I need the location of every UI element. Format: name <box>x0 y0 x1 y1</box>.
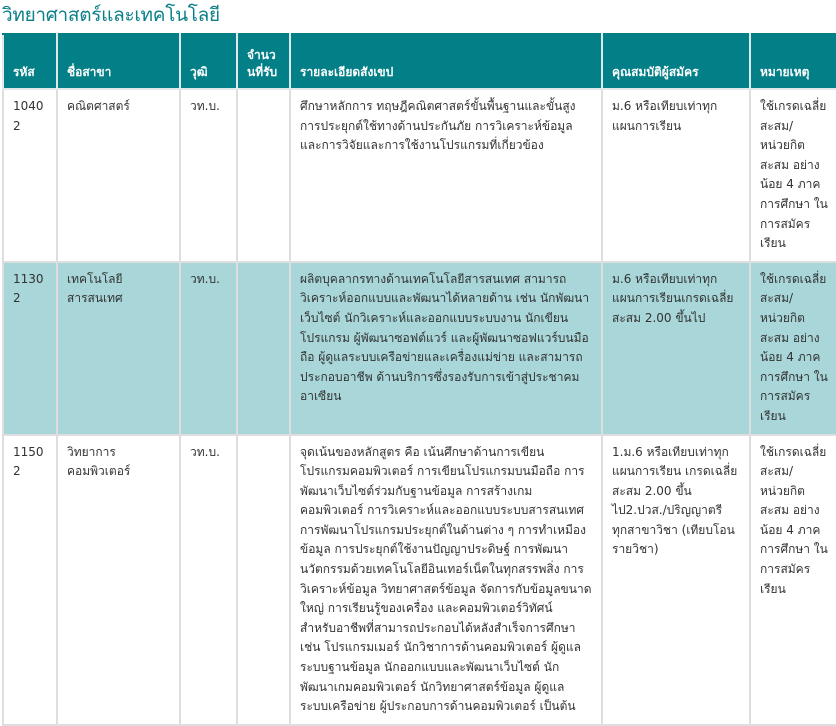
cell-qualification: ม.6 หรือเทียบเท่าทุกแผนการเรียนเกรดเฉลี่ยสะสม 2.00 ขึ้นไป <box>602 262 750 435</box>
cell-name: คณิตศาสตร์ <box>57 89 180 262</box>
table-header-row <box>3 34 836 89</box>
header-note: หมายเหตุ <box>750 34 836 89</box>
table-row <box>3 435 836 725</box>
cell-description: จุดเน้นของหลักสูตร คือ เน้นศึกษาด้านการเขียนโปรแกรมคอมพิวเตอร์ การเขียนโปรแกรมบนมือถือ การพัฒนาเว็บไซต์ร่วมกับฐานข้อมูล การสร้างเกมคอมพิวเตอร์ การวิเคราะห์และออกแบบระบบสารสนเทศ การพัฒนาโปรแกรมประยุกต์ในด้านต่าง ๆ การทำเหมืองข้อมูล การประยุกต์ใช้งานปัญญาประดิษฐ์ การพัฒนานวัตกรรมด้วยเทคโนโลยีอินเทอร์เน็ตในทุกสรรพสิ่ง การวิเคราะห์ข้อมูล วิทยาศาสตร์ข้อมูล จัดการกับข้อมูลขนาดใหญ่ การเรียนรู้ของเครื่อง และคอมพิวเตอร์วิทัศน์ สำหรับอาชีพที่สามารถประกอบได้หลังสำเร็จการศึกษา เช่น โปรแกรมเมอร์ นักวิชาการด้านคอมพิวเตอร์ ผู้ดูแลระบบฐานข้อมูล นักออกแบบและพัฒนาเว็บไซต์ นักพัฒนาเกมคอมพิวเตอร์ นักวิทยาศาสตร์ข้อมูล ผู้ดูแลระบบเครือข่าย ผู้ประกอบการด้านคอมพิวเตอร์ เป็นต้น <box>290 435 602 725</box>
cell-note: ใช้เกรดเฉลี่ยสะสม/หน่วยกิตสะสม อย่างน้อย 4 ภาคการศึกษา ในการสมัครเรียน <box>750 262 836 435</box>
cell-qualification: ม.6 หรือเทียบเท่าทุกแผนการเรียน <box>602 89 750 262</box>
cell-degree: วท.บ. <box>180 262 237 435</box>
programs-table <box>2 33 836 726</box>
cell-seats <box>237 262 290 435</box>
cell-description: ผลิตบุคลากรทางด้านเทคโนโลยีสารสนเทศ สามารถวิเคราะห์ออกแบบและพัฒนาได้หลายด้าน เช่น นักพัฒนาเว็บไซต์ นักวิเคราะห์และออกแบบระบบงาน นักเขียนโปรแกรม ผู้พัฒนาซอฟต์แวร์ และผู้พัฒนาซอฟแวร์บนมือถือ ผู้ดูแลระบบเครือข่ายและเครื่องแม่ข่าย และสามารถประกอบอาชีพ ด้านบริการซึ่งรองรับการเข้าสู่ประชาคมอาเซียน <box>290 262 602 435</box>
table-row <box>3 89 836 262</box>
cell-seats <box>237 89 290 262</box>
header-name: ชื่อสาขา <box>57 34 180 89</box>
cell-note: ใช้เกรดเฉลี่ยสะสม/หน่วยกิตสะสม อย่างน้อย 4 ภาคการศึกษา ในการสมัครเรียน <box>750 435 836 725</box>
header-description: รายละเอียดสังเขป <box>290 34 602 89</box>
cell-code: 11302 <box>3 262 57 435</box>
cell-qualification: 1.ม.6 หรือเทียบเท่าทุกแผนการเรียน เกรดเฉลี่ยสะสม 2.00 ขึ้นไป2.ปวส./ปริญญาตรี ทุกสาขาวิชา (เทียบโอนรายวิชา) <box>602 435 750 725</box>
cell-note: ใช้เกรดเฉลี่ยสะสม/หน่วยกิตสะสม อย่างน้อย 4 ภาคการศึกษา ในการสมัครเรียน <box>750 89 836 262</box>
cell-name: เทคโนโลยีสารสนเทศ <box>57 262 180 435</box>
cell-code: 11502 <box>3 435 57 725</box>
table-row <box>3 262 836 435</box>
section-title: วิทยาศาสตร์และเทคโนโลยี <box>2 4 220 26</box>
cell-name: วิทยาการคอมพิวเตอร์ <box>57 435 180 725</box>
cell-code: 10402 <box>3 89 57 262</box>
header-degree: วุฒิ <box>180 34 237 89</box>
header-qualification: คุณสมบัติผู้สมัคร <box>602 34 750 89</box>
cell-degree: วท.บ. <box>180 89 237 262</box>
cell-degree: วท.บ. <box>180 435 237 725</box>
header-code: รหัส <box>3 34 57 89</box>
cell-seats <box>237 435 290 725</box>
cell-description: ศึกษาหลักการ ทฤษฎีคณิตศาสตร์ขั้นพื้นฐานและขั้นสูง การประยุกต์ใช้ทางด้านประกันภัย การวิเคราะห์ข้อมูลและการวิจัยและการใช้งานโปรแกรมที่เกี่ยวข้อง <box>290 89 602 262</box>
header-seats: จำนวนที่รับ <box>237 34 290 89</box>
